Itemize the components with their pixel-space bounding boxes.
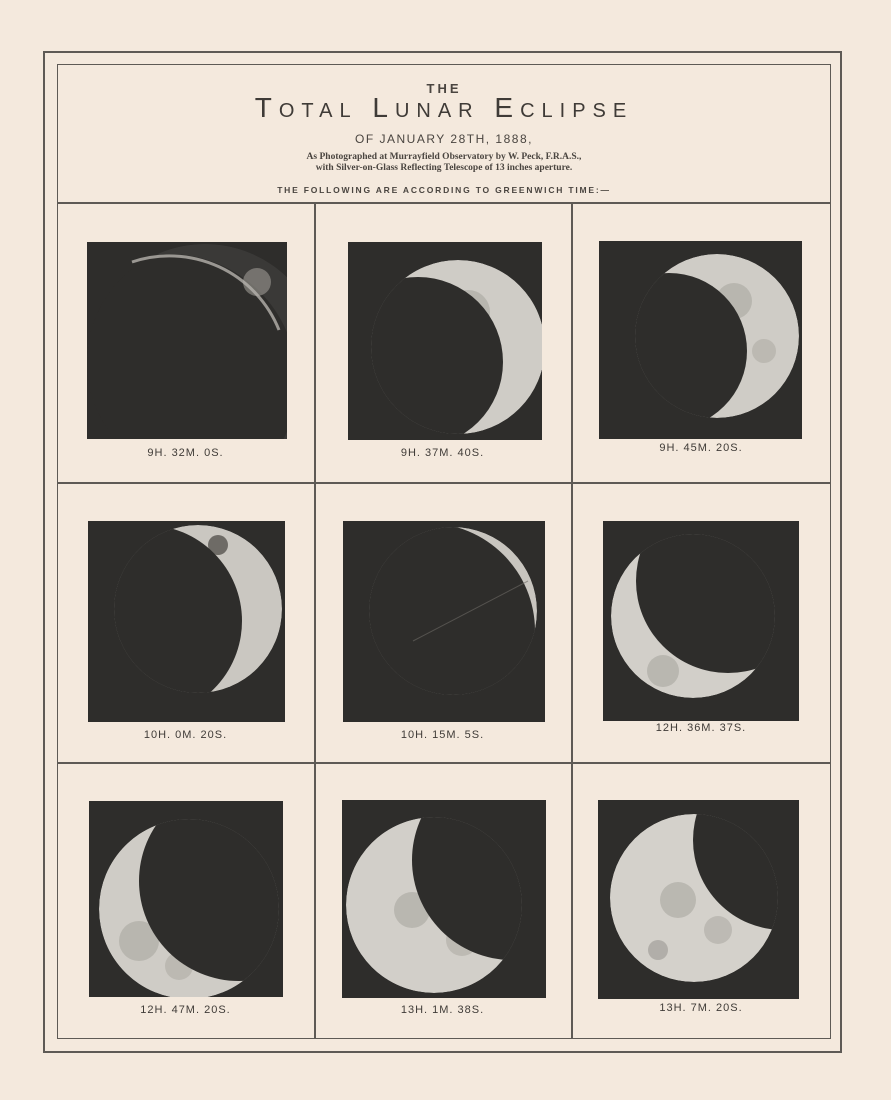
photo-caption-1: 9H. 32M. 0S.	[147, 447, 224, 459]
row-divider-1	[57, 482, 831, 484]
eclipse-photo-8	[342, 800, 546, 998]
eclipse-photo-4	[88, 521, 285, 722]
column-divider-2	[571, 202, 573, 1039]
moon-image	[348, 242, 542, 440]
column-divider-1	[314, 202, 316, 1039]
moon-image	[89, 801, 283, 997]
title-block	[57, 64, 831, 203]
eclipse-photo-1	[87, 242, 287, 439]
telescope-line: with Silver-on-Glass Reflecting Telescope of 13 inches aperture.	[315, 163, 573, 173]
moon-image	[87, 242, 287, 439]
eclipse-photo-9	[598, 800, 799, 999]
photo-caption-2: 9H. 37M. 40S.	[400, 447, 485, 459]
credit-line: As Photographed at Murrayfield Observatory by W. Peck, F.R.A.S.,	[306, 152, 582, 162]
eclipse-photo-3	[599, 241, 802, 439]
photo-caption-5: 10H. 15M. 5S.	[400, 729, 485, 741]
photo-caption-4: 10H. 0M. 20S.	[143, 729, 228, 741]
moon-image	[342, 800, 546, 998]
eclipse-photo-7	[89, 801, 283, 997]
moon-image	[603, 521, 799, 721]
photo-caption-7: 12H. 47M. 20S.	[140, 1004, 231, 1016]
time-note: THE FOLLOWING ARE ACCORDING TO GREENWICH TIME:—	[277, 185, 611, 195]
moon-image	[599, 241, 802, 439]
row-divider-2	[57, 762, 831, 764]
eclipse-photo-6	[603, 521, 799, 721]
header-divider	[57, 202, 831, 204]
page-title: Total Lunar Eclipse	[254, 92, 634, 123]
photo-caption-9: 13H. 7M. 20S.	[659, 1002, 743, 1014]
pre-title: THE	[426, 81, 462, 96]
eclipse-photo-2	[348, 242, 542, 440]
date-line: OF JANUARY 28TH, 1888,	[355, 132, 533, 146]
moon-image	[598, 800, 799, 999]
photo-caption-3: 9H. 45M. 20S.	[659, 442, 743, 454]
moon-image	[88, 521, 285, 722]
photo-caption-6: 12H. 36M. 37S.	[655, 722, 747, 734]
photo-caption-8: 13H. 1M. 38S.	[400, 1004, 485, 1016]
eclipse-photo-5	[343, 521, 545, 722]
moon-image	[343, 521, 545, 722]
